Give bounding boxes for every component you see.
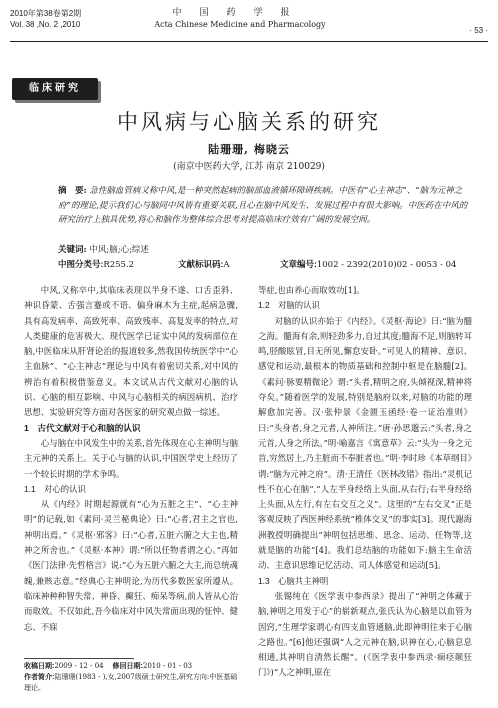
journal-name bbox=[130, 8, 350, 30]
author-affiliation: (南京中医药大学, 江苏 南京 210029) bbox=[173, 162, 325, 172]
subsection-heading-1-3: 1.3 心脑共主神明 bbox=[258, 575, 329, 586]
keywords-label: 关键词: bbox=[58, 245, 87, 255]
running-header bbox=[10, 8, 488, 48]
journal-name-cn: 中国药学报 bbox=[172, 8, 308, 18]
abstract bbox=[58, 184, 468, 228]
body-column-right bbox=[258, 283, 472, 681]
abstract-text: 急性脑血管病又称中风,是一种突然起病的脑部血液循环障碍疾病。中医有“心主神志”、“脑为元神之府”的理论,提示我们心与脑同中风皆有重要关联,且心在脑中风发生、发展过程中有很大影响。中医药在中风的研究治疗上独具优势,将心和脑作为整体综合思考对提高临床疗效有广阔的发展空间。 bbox=[58, 186, 468, 225]
subsection-1-3-paragraph: 张锡纯在《医学衷中参西录》提出了“神明之体藏于脑,神明之用发于心”的崭新观点,张氏认为心脑是以血管为因窍,“生理学家谓心有四支血管通脑,此即神明往来于心脑之路也。”[6]他还强调“人之元神在脑,识神在心,心脑息息相通,其神明自清然长醒”。(《医学衷中参西录·痫痉颠狂门》)“人之神明,原在 bbox=[258, 590, 472, 678]
article-authors: 陆珊珊, 梅晓云 bbox=[208, 143, 290, 156]
subsection-1-2-paragraph: 对脑的认识亦始于《内经》。《灵枢·海论》曰:“脑为髓之海。髓海有余,则轻劲多力,自过其度;髓海不足,则脑转耳鸣,胫酸眩冒,目无所见,懈怠安卧。”可见人的精神、意识、感觉和运动,最根本的物质基础和控制中枢是在脑髓[2]。《素问·脉要精微论》谓:“头者,精明之府,头倾视深,精神将夺矣。”随着医学的发展,特别是脑府以来,对脑的功能的理解愈加完善。汉·张仲景《金匮玉函经·卷一证治准则》曰:“头身者,身之元者,人神所注。”唐·孙思邈云:“头者,身之元首,人身之所法。”明·喻嘉言《寓意草》云:“头为一身之元首,穷然居上,乃主脏而不奉脏者也。”明·李时珍《本草纲目》谓:“脑为元神之府”。清·王清任《医林改错》指出:“灵机记性不在心在脑”,“人左半身经络上头面,从右行;右半身经络上头面,从左行,有左右交互之义”。这里的“左右交叉”正是客观反映了西医神经系统“椎体交叉”的事实[3]。现代謝海洲教授明确提出“神明包括思维、思念、运动、任物等,这就是脑的功能”[4]。我们总结脑的功能如下:脑主生命活动、主意识思维记忆活动、司人体感觉和运动[5]。 bbox=[258, 315, 472, 571]
received-dates: 收稿日期:2009 - 12 - 04 修回日期:2010 - 01 - 03 bbox=[24, 662, 193, 670]
clc-number: 中图分类号:R255.2 bbox=[58, 259, 135, 270]
keywords bbox=[58, 243, 468, 255]
journal-volume-info bbox=[10, 8, 81, 30]
article-title: 中风病与心脑关系的研究 bbox=[117, 110, 381, 134]
footnote bbox=[24, 661, 242, 694]
article-number: 文章编号:1002 - 2392(2010)02 - 0053 - 04 bbox=[280, 259, 457, 270]
journal-line-en: Vol. 38 ,No. 2 ,2010 bbox=[10, 20, 81, 29]
body-column-left bbox=[24, 283, 238, 635]
journal-name-en: Acta Chinese Medicine and Pharmacology bbox=[154, 20, 326, 29]
keywords-text: 中风;脑;心;综述 bbox=[89, 245, 149, 255]
author-bio: 作者简介:陆珊珊(1983 - ),女,2007级硕士研究生,研究方向:中医基础理论。 bbox=[24, 673, 238, 692]
section-1-paragraph: 心与脑在中风发生中的关系,首先体现在心主神明与脑主元神的关系上。关于心与脑的认识,中国医学史上经历了一个较长时期的学术争鸣。 bbox=[24, 437, 238, 479]
subsection-heading-1-2: 1.2 对脑的认识 bbox=[258, 300, 320, 311]
section-banner: 临床研究 bbox=[12, 78, 98, 100]
footnote-divider bbox=[24, 658, 134, 659]
page-number: · 53 · bbox=[469, 26, 488, 35]
document-code: 文献标识码:A bbox=[178, 259, 230, 270]
subsection-heading-1-1: 1.1 对心的认识 bbox=[24, 483, 86, 494]
section-heading-1: 1 古代文献对于心和脑的认识 bbox=[24, 422, 141, 433]
abstract-label: 摘 要: bbox=[58, 186, 87, 196]
classification-line bbox=[58, 258, 488, 270]
intro-paragraph: 中风,又称卒中,其临床表现以半身不遂、口舌歪斜、神识昏蒙、舌强言蹇或不语、偏身麻木为主症,起病急骤,具有高发病率、高致死率、高致残率、高复发率的特点,对人类健康的危害极大。现代医学已证实中风的发病部位在脑,中医临床从肝肾论治的报道较多,然我国传统医学中“心主血脉”、“心主神志”理论与中风有着密切关系,对中风的辨治有着积极借鉴意义。本文试从古代文献对心脑的认识、心脑的相互影响、中风与心脑相关的病因病机、治疗思想、实验研究等方面对各医家的研究观点做一综述。 bbox=[24, 285, 238, 418]
subsection-1-1-paragraph: 从《内经》时期起源就有“心为五脏之主”、“心主神明”的记载,如《素问·灵兰秘典论》曰:“心者,君主之官也,神明出焉。”《灵枢·邪客》曰:“心者,五脏六腑之大主也,精神之所舍也。”《灵枢·本神》谓:“所以任物者谓之心。”再如《医门法律·先哲格言》说:“心为五脏六腑之大主,而总统魂魄,兼赅志意。”经典心主神明论,为历代多数医家所遵从。临床神种种智失常、神昏、癫狂、痴呆等病,前人皆从心治而取效。不仅如此,吾今临床对中风失常面出现的怔忡、健忘、不寐 bbox=[24, 499, 238, 632]
continued-paragraph: 等症,也由养心而取效功[1]。 bbox=[258, 285, 365, 295]
journal-line-cn: 2010年第38卷第2期 bbox=[10, 9, 82, 18]
header-divider bbox=[10, 41, 488, 42]
